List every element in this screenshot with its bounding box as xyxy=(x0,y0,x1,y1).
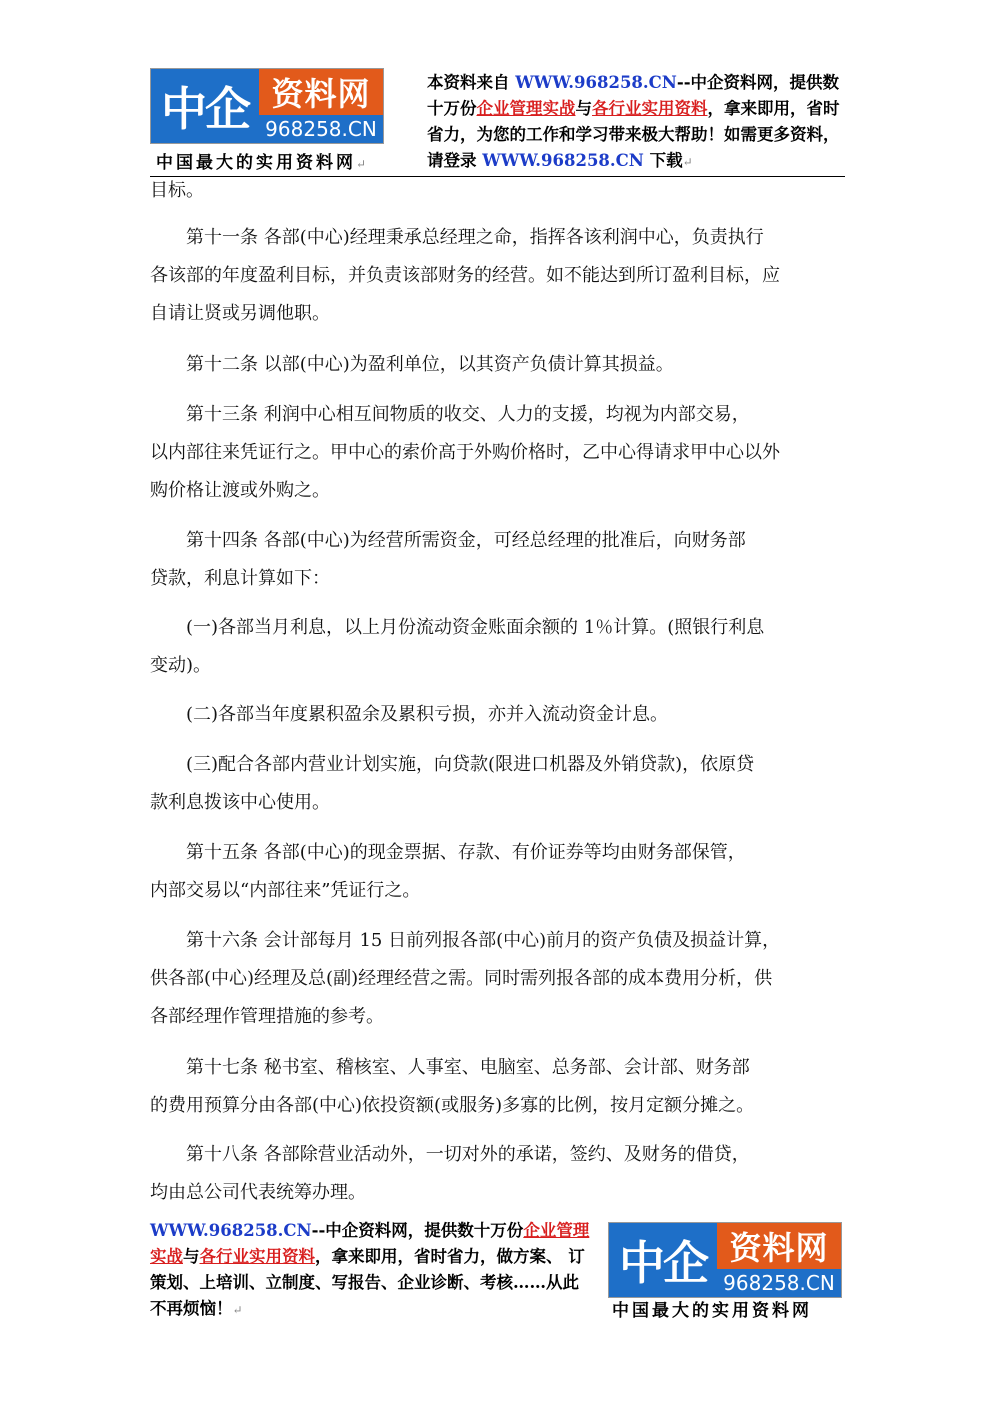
logo-cn-text: 资料网 xyxy=(259,69,383,115)
paragraph-article-12 xyxy=(150,346,850,384)
text-line: (二)各部当年度累积盈余及累积亏损，亦并入流动资金计息。 xyxy=(150,704,669,725)
paragraph-article-16 xyxy=(150,922,850,1036)
text-line: 供各部(中心)经理及总(副)经理经营之需。同时需列报各部的成本费用分析，供 xyxy=(150,968,773,989)
paragraph-article-15 xyxy=(150,834,850,910)
text-line: 第十五条 各部(中心)的现金票据、存款、有价证券等均由财务部保管， xyxy=(150,842,746,863)
logo-cn-text: 资料网 xyxy=(717,1223,841,1269)
header-notice-text: 与 xyxy=(575,99,592,118)
logo-side xyxy=(259,69,383,143)
logo-main-text: 中企 xyxy=(609,1223,717,1297)
header-site-link[interactable]: WWW.968258.CN xyxy=(482,151,644,170)
paragraph-item-3 xyxy=(150,746,850,822)
logo-slogan xyxy=(156,148,369,173)
text-line: 贷款，利息计算如下： xyxy=(150,568,330,589)
text-line: 款利息拨该中心使用。 xyxy=(150,792,330,813)
paragraph-article-18 xyxy=(150,1136,850,1212)
footer-highlight: 企业管理实战 xyxy=(150,1221,590,1266)
footer-logo-slogan xyxy=(612,1296,812,1321)
header-highlight: 各行业实用资料 xyxy=(592,99,708,118)
text-line: 各部经理作管理措施的参考。 xyxy=(150,1006,384,1027)
text-line: 各该部的年度盈利目标，并负责该部财务的经营。如不能达到所订盈利目标，应 xyxy=(150,265,780,286)
footer-highlight: 各行业实用资料 xyxy=(199,1247,315,1266)
paragraph-mark-icon: ↵ xyxy=(232,1303,243,1317)
header-notice-text: 本资料来自 xyxy=(427,73,516,92)
footer-notice-text: 与 xyxy=(183,1247,200,1266)
logo-slogan-text: 中国最大的实用资料网 xyxy=(612,1301,812,1321)
paragraph-article-17 xyxy=(150,1049,850,1125)
text-line: (三)配合各部内营业计划实施，向贷款(限进口机器及外销贷款)，依原贷 xyxy=(150,754,755,775)
text-line: 第十一条 各部(中心)经理秉承总经理之命，指挥各该利润中心，负责执行 xyxy=(150,227,764,248)
text-line: 的费用预算分由各部(中心)依投资额(或服务)多寡的比例，按月定额分摊之。 xyxy=(150,1095,755,1116)
paragraph-article-13 xyxy=(150,396,850,510)
text-line: 以内部往来凭证行之。甲中心的索价高于外购价格时，乙中心得请求甲中心以外 xyxy=(150,442,780,463)
footer-site-link[interactable]: WWW.968258.CN xyxy=(150,1221,312,1240)
logo-url-text: 968258.CN xyxy=(717,1269,841,1297)
header-highlight: 企业管理实战 xyxy=(476,99,576,118)
text-line: 第十七条 秘书室、稽核室、人事室、电脑室、总务部、会计部、财务部 xyxy=(150,1057,750,1078)
text-line: 变动)。 xyxy=(150,655,212,676)
text-line: (一)各部当月利息，以上月份流动资金账面余额的 1％计算。(照银行利息 xyxy=(150,617,765,638)
paragraph-item-2 xyxy=(150,696,850,734)
header-site-link[interactable]: WWW.968258.CN xyxy=(515,73,677,92)
paragraph-article-14 xyxy=(150,522,850,598)
logo-main-text: 中企 xyxy=(151,69,259,143)
header-notice-text: --中企资料网，提供数十万份 xyxy=(427,73,840,118)
footer-logo[interactable] xyxy=(608,1222,842,1298)
page-header xyxy=(150,68,845,176)
text-line: 第十六条 会计部每月 15 日前列报各部(中心)前月的资产负债及损益计算， xyxy=(150,930,781,951)
logo-side xyxy=(717,1223,841,1297)
paragraph-mark-icon: ↵ xyxy=(682,155,693,169)
text-line: 均由总公司代表统筹办理。 xyxy=(150,1182,366,1203)
paragraph-mark-icon: ↵ xyxy=(356,157,370,171)
text-line: 第十二条 以部(中心)为盈利单位，以其资产负债计算其损益。 xyxy=(150,354,674,375)
footer-notice xyxy=(150,1218,595,1323)
site-logo[interactable] xyxy=(150,68,384,144)
logo-url-text: 968258.CN xyxy=(259,115,383,143)
text-line: 第十三条 利润中心相互间物质的收交、人力的支援，均视为内部交易， xyxy=(150,404,750,425)
text-line: 第十四条 各部(中心)为经营所需资金，可经总经理的批准后，向财务部 xyxy=(150,530,746,551)
logo-slogan-text: 中国最大的实用资料网 xyxy=(156,153,356,173)
paragraph-0 xyxy=(150,172,850,210)
paragraph-article-11 xyxy=(150,219,850,333)
footer-notice-text: --中企资料网，提供数十万份 xyxy=(311,1221,524,1240)
header-notice xyxy=(427,70,847,175)
footer-notice-text: ，拿来即用，省时省力，做方案、 订策划、上培训、立制度、写报告、企业诊断、考核……从此不再烦恼！ xyxy=(150,1247,585,1318)
header-notice-text: ，拿来即用，省时省力，为您的工作和学习带来极大帮助！如需更多资料，请登录 xyxy=(427,99,840,170)
text-line: 目标。 xyxy=(150,180,204,201)
text-line: 自请让贤或另调他职。 xyxy=(150,303,330,324)
paragraph-item-1 xyxy=(150,609,850,685)
text-line: 内部交易以“内部往来”凭证行之。 xyxy=(150,880,421,901)
page-footer xyxy=(150,1218,850,1321)
text-line: 第十八条 各部除营业活动外，一切对外的承诺，签约、及财务的借贷， xyxy=(150,1144,750,1165)
header-notice-text: 下载 xyxy=(643,151,683,170)
text-line: 购价格让渡或外购之。 xyxy=(150,480,330,501)
